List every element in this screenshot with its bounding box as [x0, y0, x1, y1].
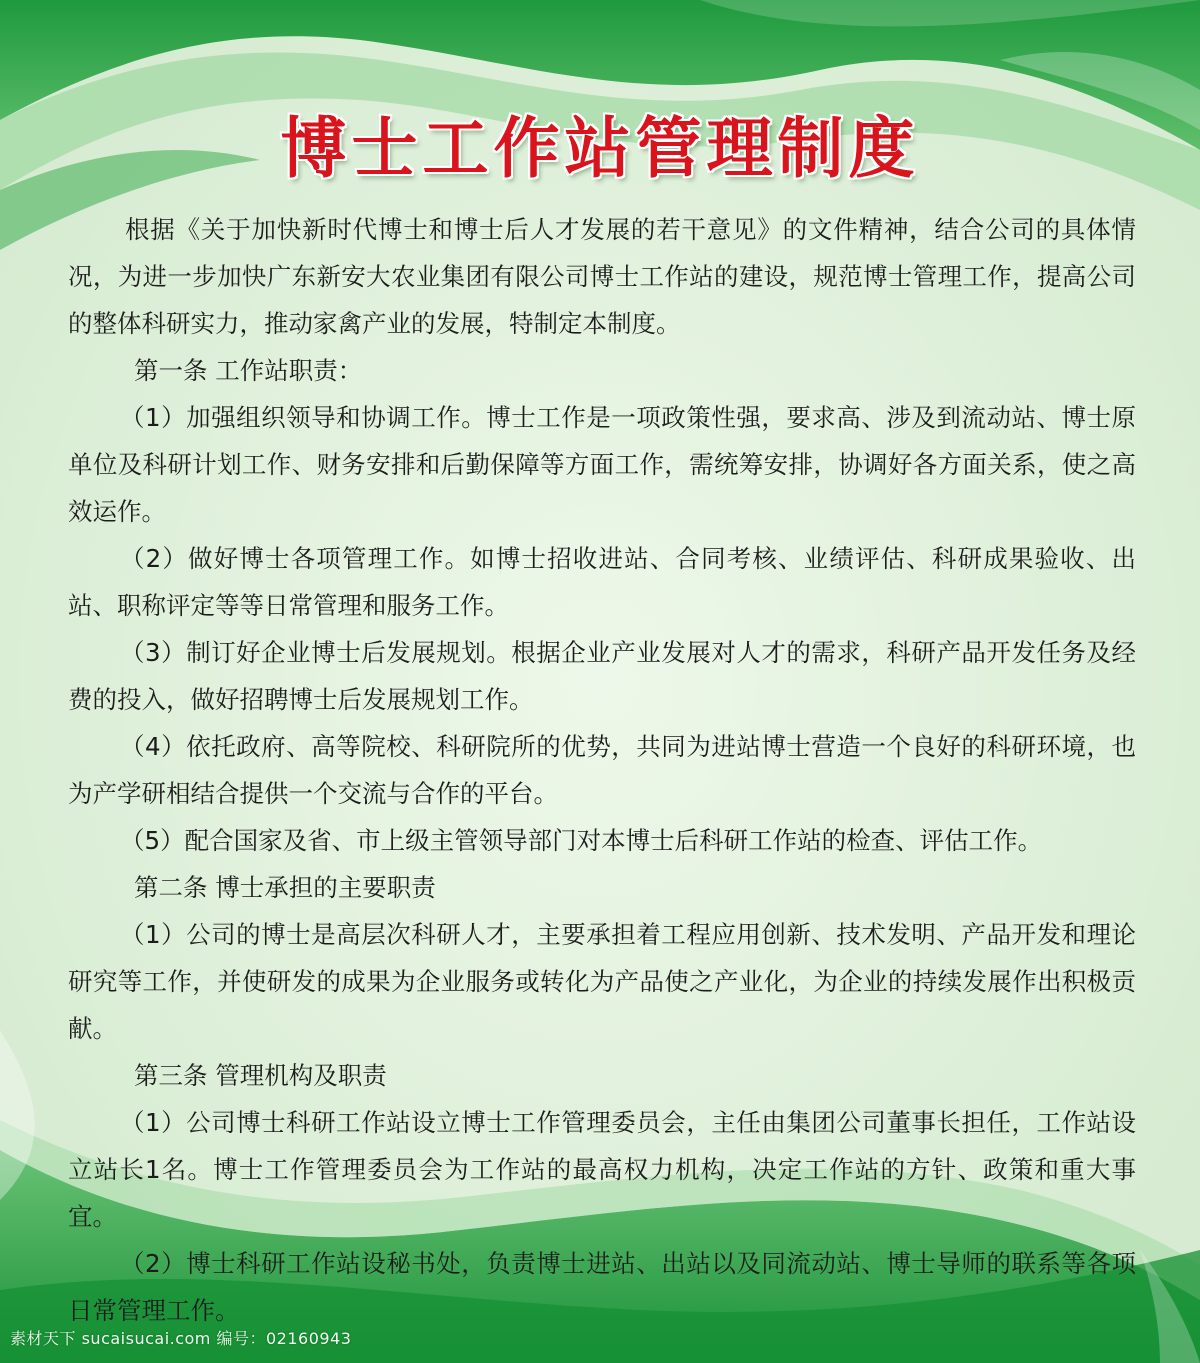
clause-paragraph: （1）公司博士科研工作站设立博士工作管理委员会，主任由集团公司董事长担任，工作站设立站长1名。博士工作管理委员会为工作站的最高权力机构，决定工作站的方针、政策和重大事宜。: [68, 1108, 1136, 1231]
clause-paragraph: （3）制订好企业博士后发展规划。根据企业产业发展对人才的需求，科研产品开发任务及经费的投入，做好招聘博士后发展规划工作。: [68, 638, 1136, 714]
clause-paragraph: （4）依托政府、高等院校、科研院所的优势，共同为进站博士营造一个良好的科研环境，也为产学研相结合提供一个交流与合作的平台。: [68, 732, 1136, 808]
page-title: 博士工作站管理制度: [280, 110, 920, 187]
clause-paragraph: （1）加强组织领导和协调工作。博士工作是一项政策性强，要求高、涉及到流动站、博士原单位及科研计划工作、财务安排和后勤保障等方面工作，需统筹安排，协调好各方面关系，使之高效运作。: [68, 403, 1136, 526]
article-heading: 第二条 博士承担的主要职责: [134, 873, 436, 902]
article-heading: 第三条 管理机构及职责: [134, 1061, 387, 1090]
clause-paragraph: （2）做好博士各项管理工作。如博士招收进站、合同考核、业绩评估、科研成果验收、出站、职称评定等等日常管理和服务工作。: [68, 544, 1136, 620]
clause-paragraph: （2）博士科研工作站设秘书处，负责博士进站、出站以及同流动站、博士导师的联系等各项日常管理工作。: [68, 1249, 1136, 1325]
intro-paragraph: 根据《关于加快新时代博士和博士后人才发展的若干意见》的文件精神，结合公司的具体情况，为进一步加快广东新安大农业集团有限公司博士工作站的建设，规范博士管理工作，提高公司的整体科研实力，推动家禽产业的发展，特制定本制度。: [68, 215, 1136, 338]
article-heading: 第一条 工作站职责：: [134, 356, 363, 385]
clause-paragraph: （5）配合国家及省、市上级主管领导部门对本博士后科研工作站的检查、评估工作。: [120, 826, 1043, 855]
clause-paragraph: （1）公司的博士是高层次科研人才，主要承担着工程应用创新、技术发明、产品开发和理论研究等工作，并使研发的成果为企业服务或转化为产品使之产业化，为企业的持续发展作出积极贡献。: [68, 920, 1136, 1043]
source-watermark: 素材天下 sucaisucai.com 编号：02160943: [10, 1329, 352, 1348]
regulation-body: [68, 206, 1136, 1334]
